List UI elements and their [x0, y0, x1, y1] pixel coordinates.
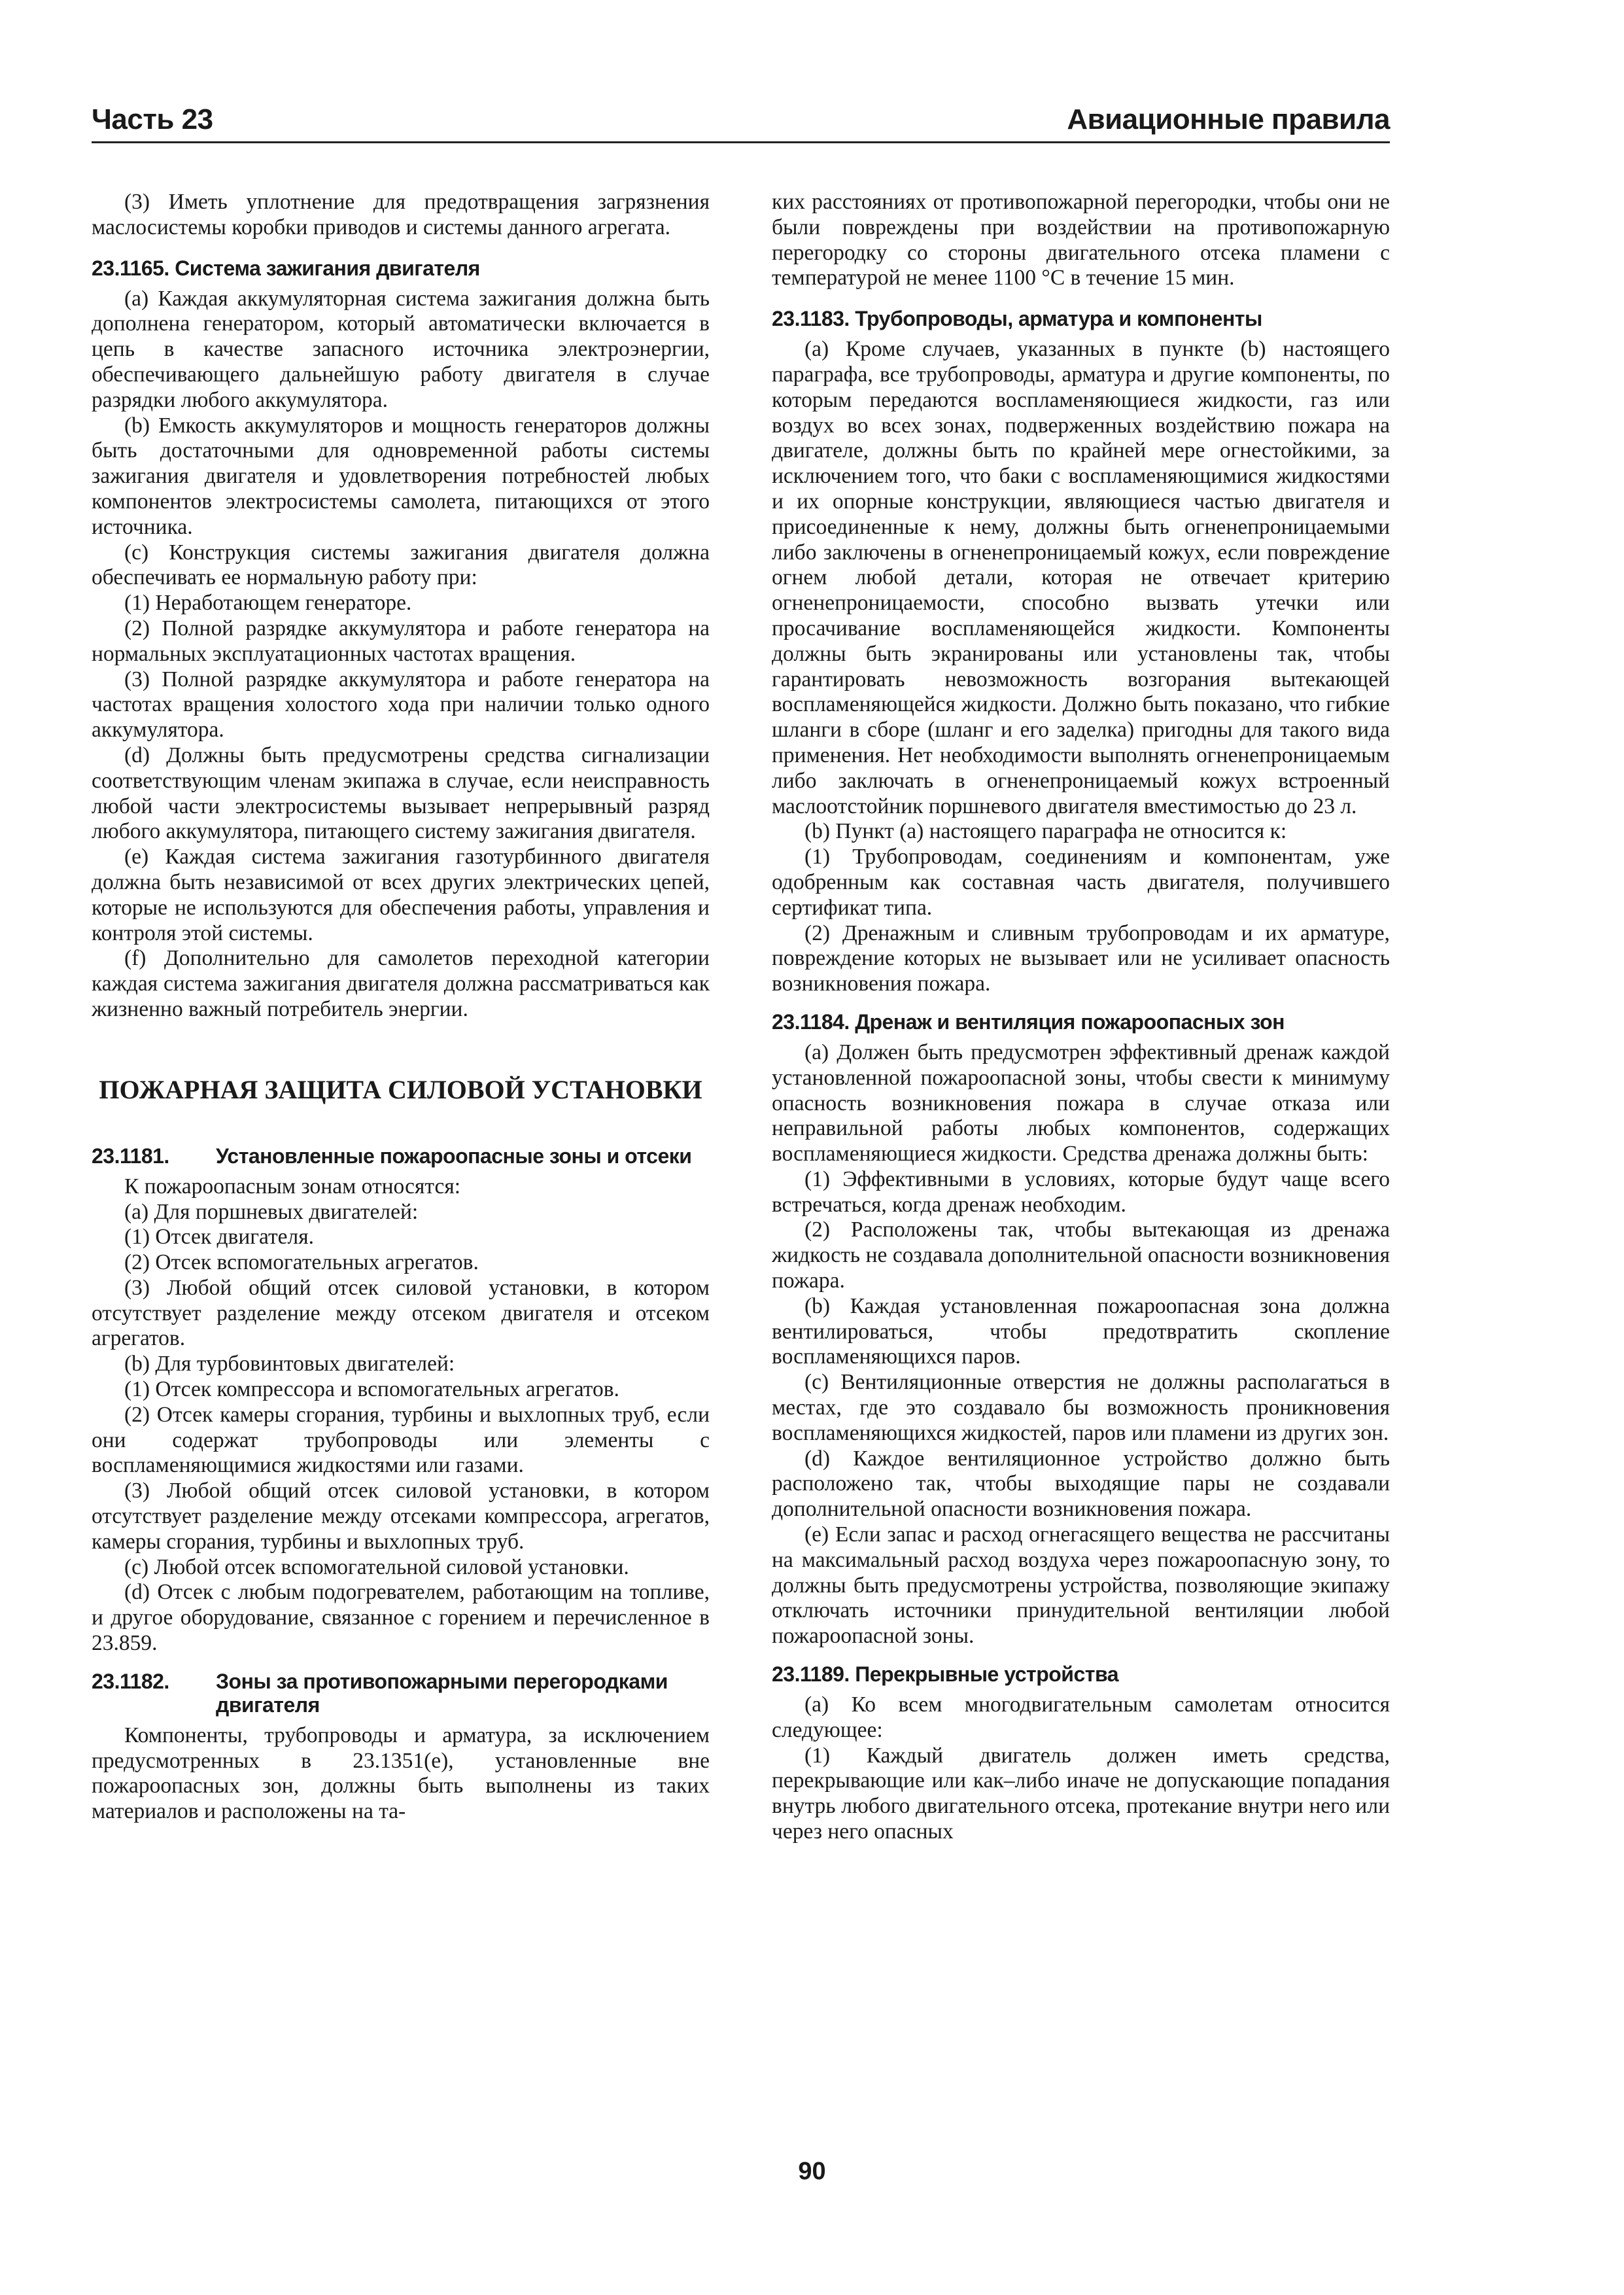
section-title: Трубопроводы, арматура и компоненты	[855, 307, 1262, 331]
paragraph: (1) Отсек компрессора и вспомогательных агрегатов.	[124, 1377, 619, 1402]
paragraph: (c) Конструкция системы зажигания двигателя должна обеспечивать ее нормальную работу при:	[92, 540, 710, 590]
paragraph: (a) Должен быть предусмотрен эффективный дренаж каждой установленной пожароопасной зоны, чтобы свести к минимуму опасность возникновения пожара в случае отказа или неправильной работы любых компонентов, содержащих воспламеняющиеся жидкости. Средства дренажа должны быть:	[772, 1040, 1390, 1166]
paragraph: (f) Дополнительно для самолетов переходной категории каждая система зажигания двигателя должна рассматриваться как жизненно важный потребитель энергии.	[92, 946, 710, 1021]
section-title: Система зажигания двигателя	[175, 256, 480, 280]
section-title: Дренаж и вентиляция пожароопасных зон	[855, 1009, 1285, 1034]
paragraph: (a) Кроме случаев, указанных в пункте (b) настоящего параграфа, все трубопроводы, арматура и другие компоненты, по которым передаются воспламеняющиеся жидкости, газ или воздух во всех зонах, подверженных воздействию пожара на двигателе, должны быть по крайней мере огнестойкими, за исключением того, что баки с воспламеняющимися жидкостями и их опорные конструкции, являющиеся частью двигателя и присоединенные к нему, должны быть огненепроницаемыми либо заключены в огненепроницаемый кожух, если повреждение огнем любой детали, которая не отвечает критерию огненепроницаемости, способно вызвать утечки или просачивание воспламеняющейся жидкости. Компоненты должны быть экранированы или установлены так, чтобы гарантировать невозможность возгорания вытекающей воспламеняющейся жидкости. Должно быть показано, что гибкие шланги в сборе (шланг и его заделка) пригодны для такого вида применения. Нет необходимости выполнять огненепроницаемым либо заключать в огненепроницаемый кожух встроенный маслоотстойник поршневого двигателя вместимостью до 23 л.	[772, 337, 1390, 818]
paragraph: (d) Каждое вентиляционное устройство должно быть расположено так, чтобы выходящие пары не создавали дополнительной опасности возникновения пожара.	[772, 1446, 1390, 1522]
paragraph: (2) Отсек камеры сгорания, турбины и выхлопных труб, если они содержат трубопроводы или элементы с воспламеняющимися жидкостями или газами.	[92, 1402, 710, 1478]
section-number: 23.1181.	[92, 1144, 169, 1168]
header-title: Авиационные правила	[1067, 103, 1390, 135]
chapter-title: ПОЖАРНАЯ ЗАЩИТА СИЛОВОЙ УСТАНОВКИ	[99, 1074, 702, 1104]
paragraph: (b) Емкость аккумуляторов и мощность генераторов должны быть достаточными для одновременной работы системы зажигания двигателя и удовлетворения потребностей любых компонентов электросистемы самолета, питающихся от этого источника.	[92, 413, 710, 539]
paragraph: (e) Каждая система зажигания газотурбинного двигателя должна быть независимой от всех других электрических цепей, которые не используются для обеспечения работы, управления и контроля этой системы.	[92, 845, 710, 945]
paragraph: (a) Каждая аккумуляторная система зажигания должна быть дополнена генератором, который автоматически включается в цепь в качестве запасного источника электроэнергии, обеспечивающего дальнейшую работу двигателя в случае разрядки любого аккумулятора.	[92, 286, 710, 412]
paragraph: (c) Вентиляционные отверстия не должны располагаться в местах, где это создавало бы возможность проникновения воспламеняющихся жидкостей, паров или пламени из других зон.	[772, 1370, 1390, 1445]
section-title: Зоны за противопожарными перегородками двигателя	[216, 1669, 668, 1717]
paragraph: (a) Ко всем многодвигательным самолетам относится следующее:	[772, 1692, 1390, 1742]
section-heading-23-1181	[92, 1144, 710, 1168]
paragraph: (a) Для поршневых двигателей:	[124, 1199, 419, 1224]
paragraph: (b) Для турбовинтовых двигателей:	[124, 1352, 455, 1376]
section-heading-23-1184	[772, 1010, 1390, 1034]
paragraph: (2) Дренажным и сливным трубопроводам и их арматуре, повреждение которых не вызывает или не усиливает опасность возникновения пожара.	[772, 920, 1390, 996]
section-number: 23.1182.	[92, 1669, 169, 1693]
paragraph: (3) Иметь уплотнение для предотвращения загрязнения маслосистемы коробки приводов и системы данного агрегата.	[92, 190, 710, 239]
section-number: 23.1165.	[92, 256, 169, 280]
section-heading-23-1183	[772, 307, 1390, 330]
paragraph: (2) Расположены так, чтобы вытекающая из дренажа жидкость не создавала дополнительной опасности возникновения пожара.	[772, 1218, 1390, 1293]
page-number: 90	[798, 2158, 826, 2185]
section-heading-23-1189	[772, 1662, 1390, 1686]
paragraph: (b) Пункт (a) настоящего параграфа не относится к:	[804, 819, 1287, 844]
paragraph: Компоненты, трубопроводы и арматура, за исключением предусмотренных в 23.1351(e), установленные вне пожароопасных зон, должны быть выполнены из таких материалов и расположены на та-	[92, 1723, 710, 1824]
paragraph: (1) Эффективными в условиях, которые будут чаще всего встречаться, когда дренаж необходим.	[772, 1166, 1390, 1217]
paragraph: (3) Любой общий отсек силовой установки, в котором отсутствует разделение между отсеком двигателя и отсеком агрегатов.	[92, 1275, 710, 1351]
paragraph: (3) Любой общий отсек силовой установки, в котором отсутствует разделение между отсеками компрессора, агрегатов, камеры сгорания, турбины и выхлопных труб.	[92, 1479, 710, 1554]
running-header	[92, 103, 1390, 143]
paragraph: (3) Полной разрядке аккумулятора и работе генератора на частотах вращения холостого хода при наличии только одного аккумулятора.	[92, 667, 710, 743]
section-number: 23.1183.	[772, 307, 850, 331]
section-title: Установленные пожароопасные зоны и отсеки	[216, 1144, 692, 1168]
paragraph: (c) Любой отсек вспомогательной силовой установки.	[124, 1554, 629, 1579]
section-title: Перекрывные устройства	[855, 1662, 1118, 1687]
right-column	[772, 190, 1390, 1845]
paragraph: (1) Каждый двигатель должен иметь средства, перекрывающие или как–либо иначе не допускающие попадания внутрь любого двигательного отсека, протекание внутри него или через него опасных	[772, 1743, 1390, 1844]
paragraph: (1) Неработающем генераторе.	[124, 591, 412, 616]
section-heading-23-1165	[92, 256, 710, 280]
section-heading-23-1182	[92, 1670, 710, 1717]
paragraph: (1) Отсек двигателя.	[124, 1225, 315, 1250]
header-part-label: Часть 23	[92, 103, 213, 135]
paragraph: (2) Отсек вспомогательных агрегатов.	[124, 1250, 479, 1275]
paragraph: (e) Если запас и расход огнегасящего вещества не рассчитаны на максимальный расход воздуха через пожароопасную зону, то должны быть предусмотрены устройства, позволяющие экипажу отключать источники принудительной вентиляции любой пожароопасной зоны.	[772, 1522, 1390, 1649]
paragraph: (2) Полной разрядке аккумулятора и работе генератора на нормальных эксплуатационных частотах вращения.	[92, 616, 710, 666]
paragraph: (d) Отсек с любым подогревателем, работающим на топливе, и другое оборудование, связанное с горением и перечисленное в 23.859.	[92, 1580, 710, 1656]
paragraph: (b) Каждая установленная пожароопасная зона должна вентилироваться, чтобы предотвратить скопление воспламеняющихся паров.	[772, 1293, 1390, 1369]
paragraph: ких расстояниях от противопожарной перегородки, чтобы они не были повреждены при воздействии на противопожарную перегородку со стороны двигательного отсека пламени с температурой не менее 1100 °С в течение 15 мин.	[772, 190, 1390, 290]
paragraph: (1) Трубопроводам, соединениям и компонентам, уже одобренным как составная часть двигателя, получившего сертификат типа.	[772, 845, 1390, 920]
section-number: 23.1189.	[772, 1662, 850, 1687]
section-number: 23.1184.	[772, 1009, 850, 1034]
left-column	[92, 190, 710, 1825]
paragraph: (d) Должны быть предусмотрены средства сигнализации соответствующим членам экипажа в случае, если неисправность любой части электросистемы вызывает непрерывный разряд любого аккумулятора, питающего систему зажигания двигателя.	[92, 743, 710, 844]
paragraph: К пожароопасным зонам относятся:	[124, 1174, 461, 1199]
